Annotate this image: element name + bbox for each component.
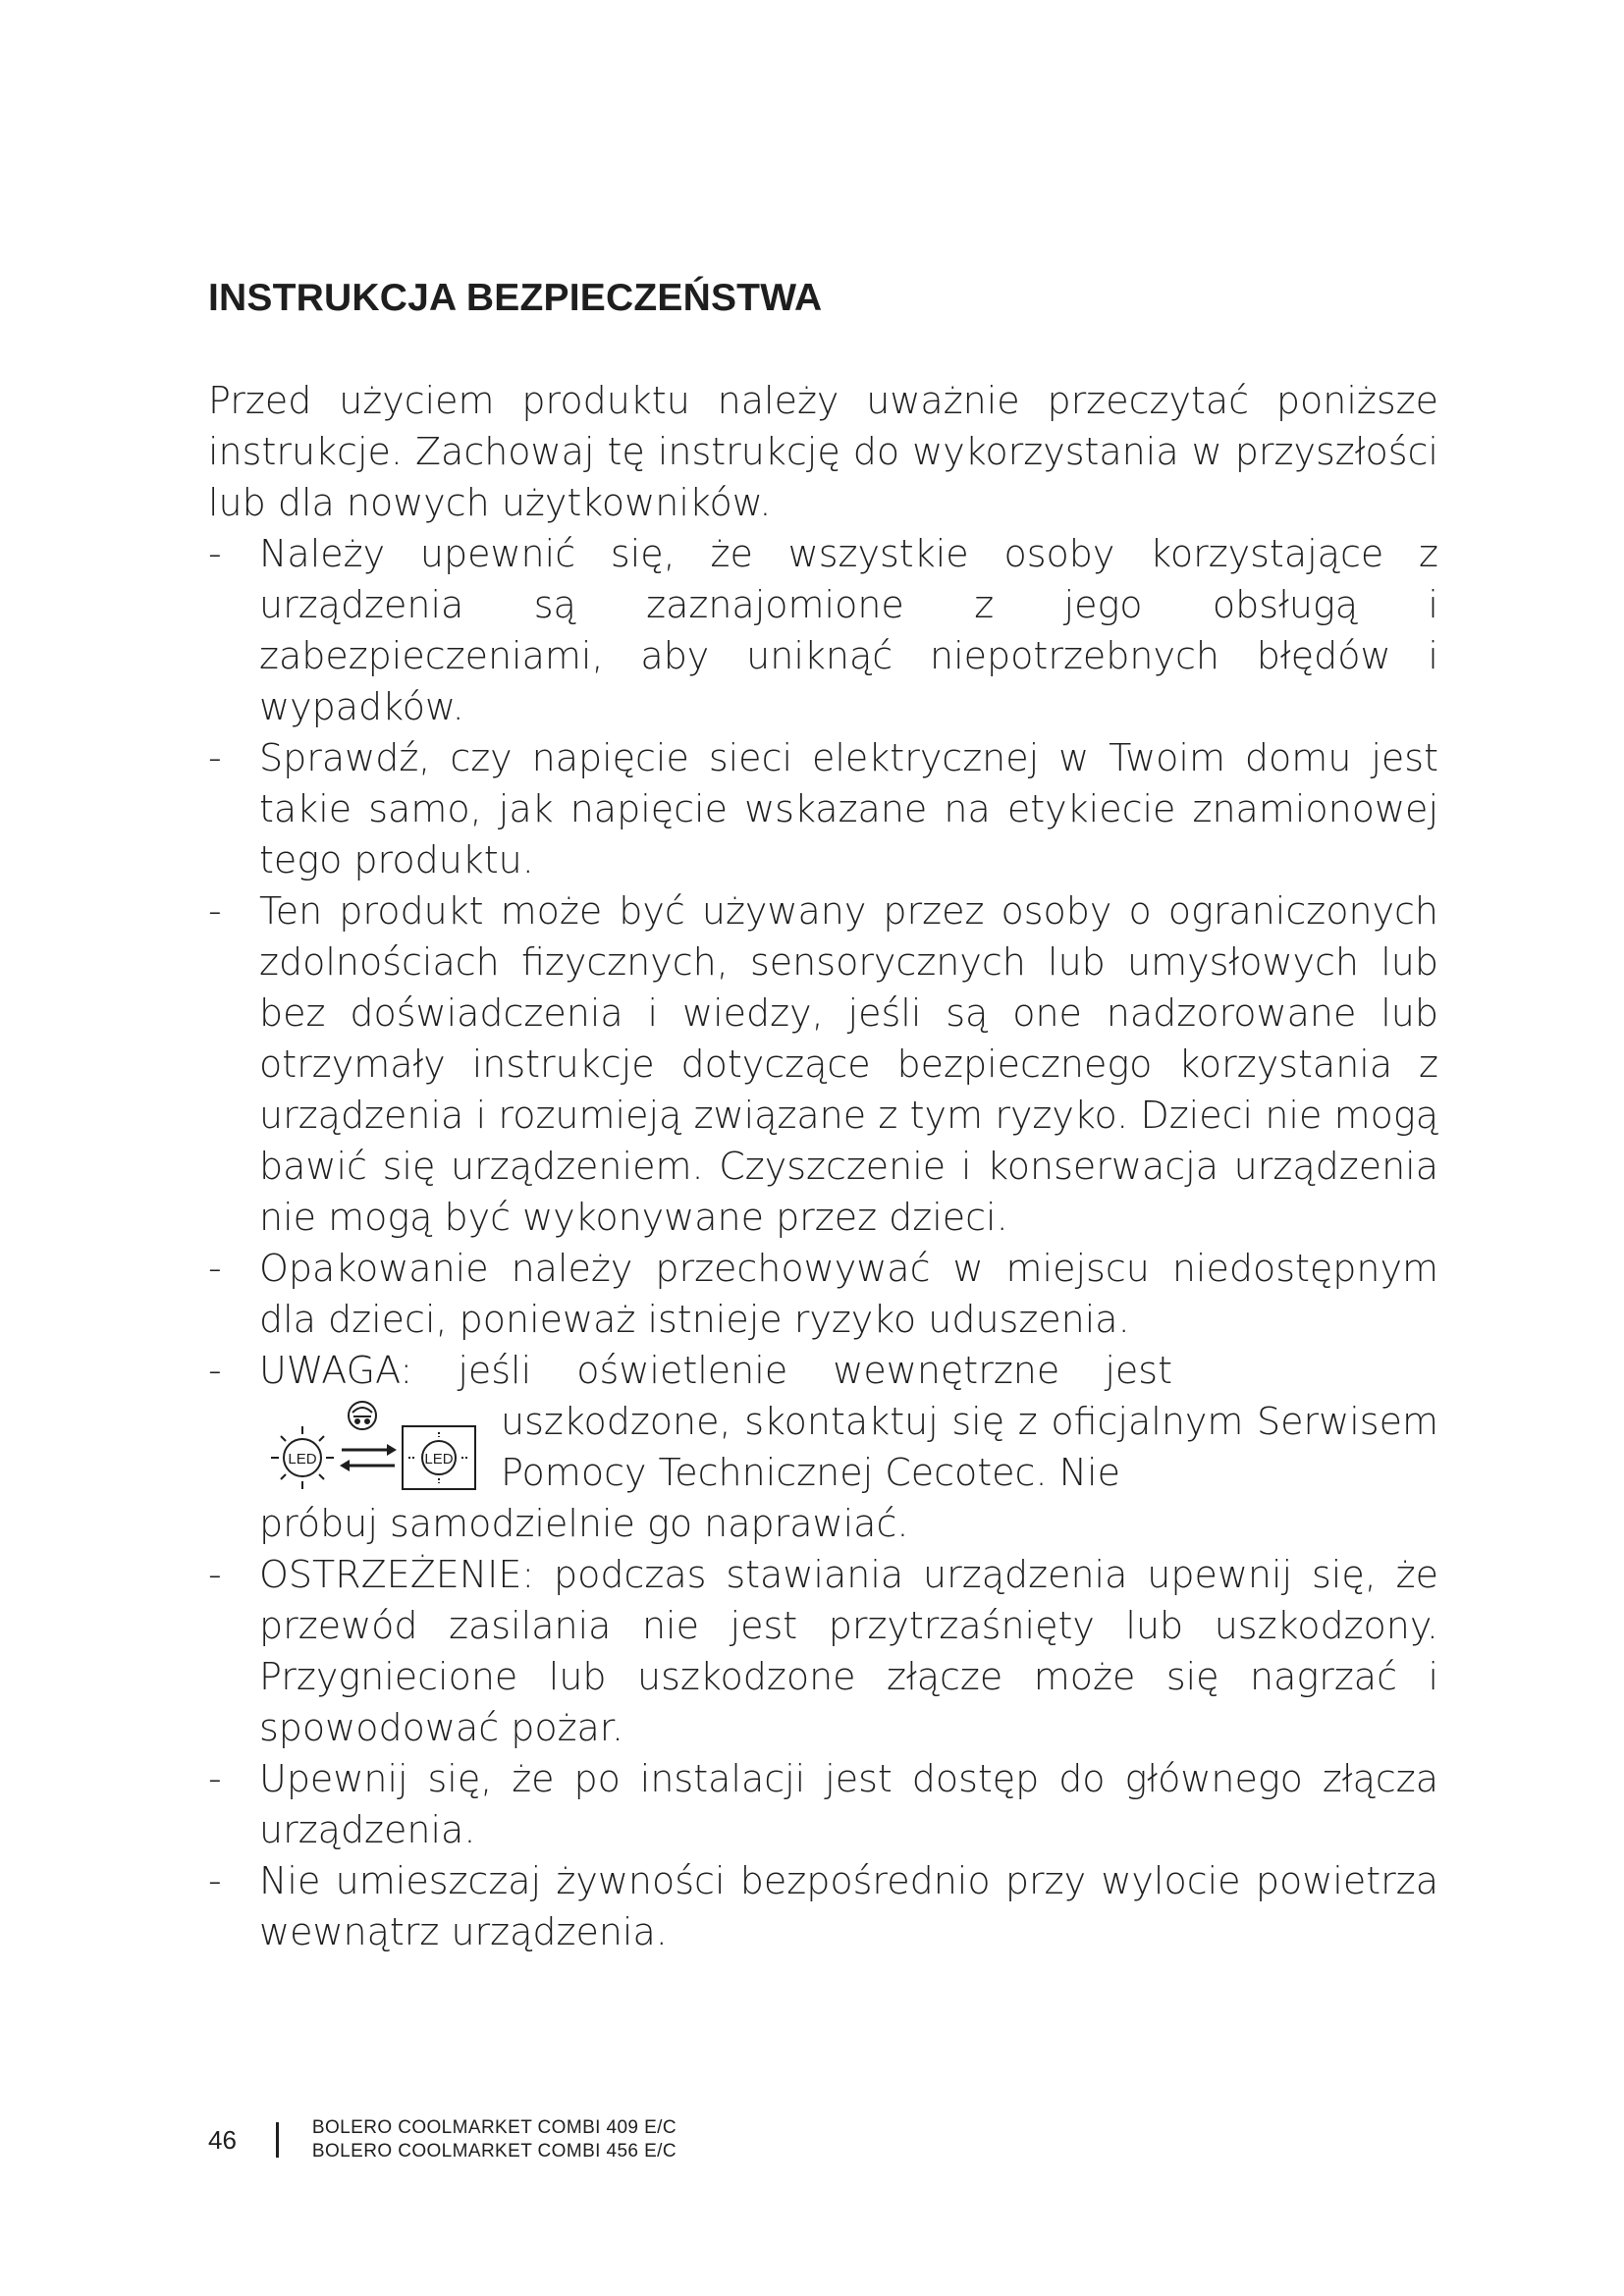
list-item — [208, 732, 1438, 885]
list-item-text: Sprawdź, czy napięcie sieci elektrycznej w Twoim domu jest takie samo, jak napięcie wskazane na etykiecie znamionowej tego produktu. — [259, 736, 1438, 881]
led-label-left: LED — [288, 1451, 317, 1468]
footer-divider — [276, 2122, 279, 2158]
led-bulb-on-icon — [271, 1426, 334, 1489]
list-item-text: Upewnij się, że po instalacji jest dostęp do głównego złącza urządzenia. — [259, 1757, 1438, 1851]
led-replacement-icon — [251, 1399, 481, 1495]
warning-line-1: UWAGA: jeśli oświetlenie wewnętrzne jest — [259, 1349, 1172, 1392]
service-person-icon — [349, 1402, 376, 1429]
model-name: BOLERO COOLMARKET COMBI 456 E/C — [311, 2141, 677, 2162]
list-item — [208, 528, 1438, 732]
list-item-text: Nie umieszczaj żywności bezpośrednio przy wylocie powietrza wewnątrz urządzenia. — [259, 1859, 1438, 1953]
led-label-right: LED — [424, 1451, 454, 1468]
list-item — [208, 885, 1438, 1243]
warning-line-2: uszkodzone, skontaktuj się z oficjalnym Serwisem Pomocy Technicznej Cecotec. Nie — [501, 1400, 1438, 1494]
model-names — [312, 2116, 677, 2163]
page-number: 46 — [208, 2124, 237, 2155]
list-item-text: OSTRZEŻENIE: podczas stawiania urządzenia upewnij się, że przewód zasilania nie jest przytrzaśnięty lub uszkodzony. Przygniecione lub uszkodzone złącze może się nagrzać i spowodować pożar. — [259, 1553, 1438, 1749]
exchange-arrows-icon — [340, 1444, 397, 1471]
safety-list — [208, 528, 1438, 1957]
bullet-dash: - — [208, 1349, 222, 1392]
led-box-icon — [403, 1426, 475, 1489]
led-warning-row — [251, 1396, 1438, 1498]
model-name: BOLERO COOLMARKET COMBI 409 E/C — [311, 2117, 677, 2138]
bullet-dash: - — [208, 1553, 222, 1596]
list-item — [208, 1243, 1438, 1345]
list-item — [208, 1549, 1438, 1753]
safety-instructions — [208, 375, 1438, 1957]
list-item-text: Ten produkt może być używany przez osoby o ograniczonych zdolnościach fizycznych, sensorycznych lub umysłowych lub bez doświadczenia i wiedzy, jeśli są one nadzorowane lub otrzymały instrukcje dotyczące bezpiecznego korzystania z urządzenia i rozumieją związane z tym ryzyko. Dzieci nie mogą bawić się urządzeniem. Czyszczenie i konserwacja urządzenia nie mogą być wykonywane przez dzieci. — [259, 889, 1438, 1239]
bullet-dash: - — [208, 889, 222, 933]
list-item — [208, 1855, 1438, 1957]
page-title: INSTRUKCJA BEZPIECZEŃSTWA — [208, 277, 823, 319]
bullet-dash: - — [208, 1247, 222, 1290]
warning-line-3: próbuj samodzielnie go naprawiać. — [259, 1502, 909, 1545]
list-item — [208, 1753, 1438, 1855]
bullet-dash: - — [208, 736, 222, 779]
bullet-dash: - — [208, 1757, 222, 1800]
page-footer — [208, 2116, 677, 2163]
list-item-text: Należy upewnić się, że wszystkie osoby korzystające z urządzenia są zaznajomione z jego obsługą i zabezpieczeniami, aby uniknąć niepotrzebnych błędów i wypadków. — [259, 532, 1438, 728]
intro-paragraph: Przed użyciem produktu należy uważnie przeczytać poniższe instrukcje. Zachowaj tę instrukcję do wykorzystania w przyszłości lub dla nowych użytkowników. — [208, 379, 1438, 524]
warning-list-item — [208, 1345, 1438, 1549]
bullet-dash: - — [208, 532, 222, 575]
bullet-dash: - — [208, 1859, 222, 1902]
list-item-text: Opakowanie należy przechowywać w miejscu niedostępnym dla dzieci, ponieważ istnieje ryzyko uduszenia. — [259, 1247, 1438, 1341]
